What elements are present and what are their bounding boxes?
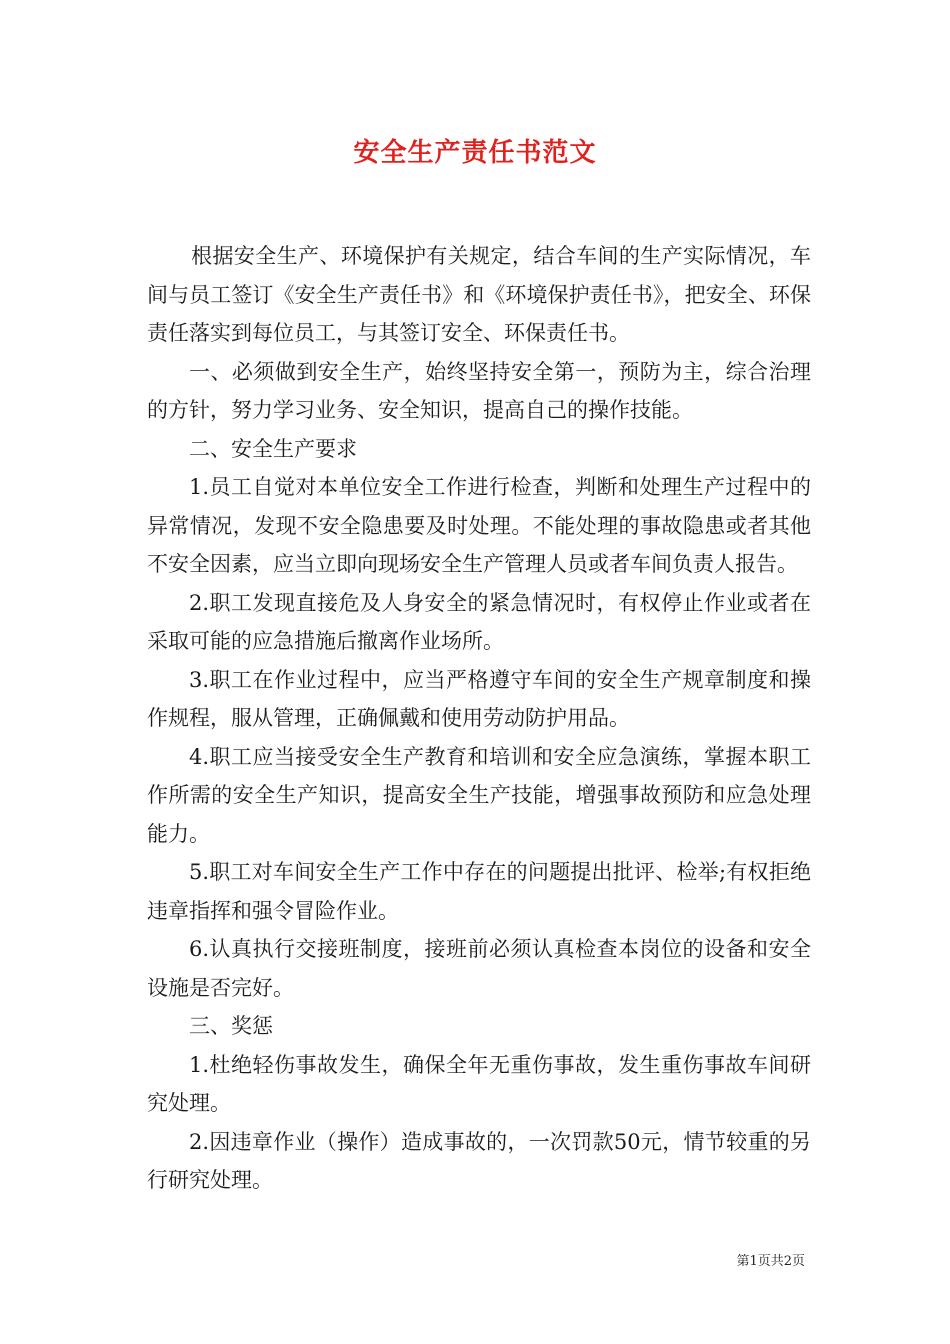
paragraph: 2.职工发现直接危及人身安全的紧急情况时，有权停止作业或者在采取可能的应急措施后撤离作业场所。 bbox=[147, 590, 811, 653]
paragraph: 1.员工自觉对本单位安全工作进行检查，判断和处理生产过程中的异常情况，发现不安全隐患要及时处理。不能处理的事故隐患或者其他不安全因素，应当立即向现场安全生产管理人员或者车间负责人报告。 bbox=[147, 475, 811, 576]
paragraph: 4.职工应当接受安全生产教育和培训和安全应急演练，掌握本职工作所需的安全生产知识，提高安全生产技能，增强事故预防和应急处理能力。 bbox=[147, 744, 811, 846]
paragraph: 3.职工在作业过程中，应当严格遵守车间的安全生产规章制度和操作规程，服从管理，正确佩戴和使用劳动防护用品。 bbox=[147, 667, 811, 730]
document-title: 安全生产责任书范文 bbox=[353, 138, 597, 168]
paragraph: 5.职工对车间安全生产工作中存在的问题提出批评、检举;有权拒绝违章指挥和强令冒险作业。 bbox=[147, 860, 811, 923]
paragraph: 2.因违章作业（操作）造成事故的，一次罚款50元，情节较重的另行研究处理。 bbox=[147, 1129, 811, 1192]
document-body bbox=[147, 237, 811, 1200]
paragraph: 6.认真执行交接班制度，接班前必须认真检查本岗位的设备和安全设施是否完好。 bbox=[147, 937, 811, 1000]
paragraph: 一、必须做到安全生产，始终坚持安全第一，预防为主，综合治理的方针，努力学习业务、安全知识，提高自己的操作技能。 bbox=[147, 359, 811, 422]
section-heading: 二、安全生产要求 bbox=[189, 436, 357, 461]
paragraph: 1.杜绝轻伤事故发生，确保全年无重伤事故，发生重伤事故车间研究处理。 bbox=[147, 1052, 811, 1115]
page-number: 第1页共2页 bbox=[736, 1254, 805, 1269]
section-heading: 三、奖惩 bbox=[189, 1014, 273, 1038]
paragraph: 根据安全生产、环境保护有关规定，结合车间的生产实际情况，车间与员工签订《安全生产责任书》和《环境保护责任书》，把安全、环保责任落实到每位员工，与其签订安全、环保责任书。 bbox=[147, 244, 811, 345]
